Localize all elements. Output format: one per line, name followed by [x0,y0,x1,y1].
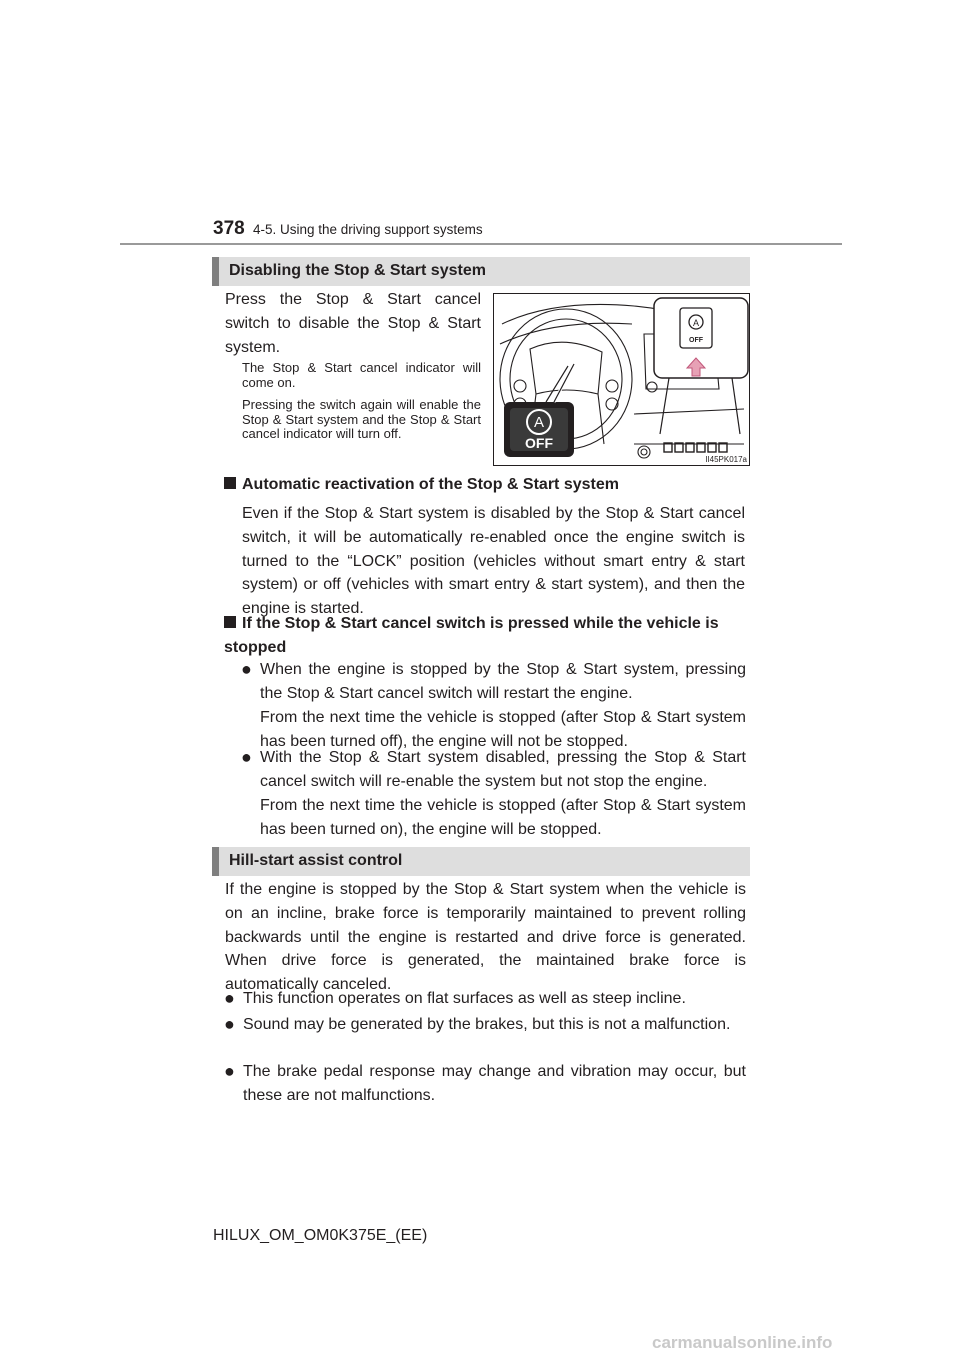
svg-text:A: A [692,318,700,328]
hill-bullet-sound: Sound may be generated by the brakes, but this is not a malfunction. [243,1016,731,1033]
watermark: carmanualsonline.info [652,1333,833,1352]
hill-bullet-pedal: The brake pedal response may change and vibration may occur, but these are not malfunctions. [243,1063,746,1104]
dashboard-switch-illustration [493,293,750,466]
page-number: 378 [213,218,245,239]
auto-reactivation-text: Even if the Stop & Start system is disabled by the Stop & Start cancel switch, it will be automatically re-enabled once the engine switch is turned to the “LOCK” position (vehicles without smart entry & start system) or off (vehicles with smart entry & start system), and then the engine is started. [242,505,745,618]
round-bullet-icon: ● [224,988,235,1008]
figure-id: II45PK017a [705,455,747,464]
svg-text:A: A [533,414,545,431]
square-bullet-icon [224,477,236,489]
re-enable-note: Pressing the switch again will enable the Stop & Start system and the Stop & Start cancel indicator will turn off. [242,397,481,441]
switch-closeup-off-label: OFF [689,337,703,344]
square-bullet-icon [224,616,236,628]
bullet-restart-engine: When the engine is stopped by the Stop & Start system, pressing the Stop & Start cancel switch will restart the engine. [260,661,746,702]
bullet-re-enable: With the Stop & Start system disabled, pressing the Stop & Start cancel switch will re-enable the system but not stop the engine. [260,749,746,790]
subheading-cancel-while-stopped: If the Stop & Start cancel switch is pressed while the vehicle is stopped [224,615,719,656]
round-bullet-icon: ● [241,747,252,767]
disable-intro-text: Press the Stop & Start cancel switch to disable the Stop & Start system. [225,291,481,356]
switch-off-label: OFF [525,435,553,451]
bullet-re-enable-detail: From the next time the vehicle is stopped (after Stop & Start system has been turned on), the engine will be stopped. [260,797,746,838]
header-rule [120,243,842,245]
subheading-auto-reactivation: Automatic reactivation of the Stop & Start system [224,473,764,497]
section-heading-disabling: Disabling the Stop & Start system [212,257,750,286]
bullet-restart-engine-detail: From the next time the vehicle is stopped (after Stop & Start system has been turned off), the engine will not be stopped. [260,709,746,750]
hill-bullet-flat: This function operates on flat surfaces as well as steep incline. [243,990,686,1007]
section-heading-hill-start: Hill-start assist control [212,847,750,876]
round-bullet-icon: ● [224,1014,235,1034]
chapter-title: 4-5. Using the driving support systems [253,222,483,237]
round-bullet-icon: ● [224,1061,235,1081]
indicator-note: The Stop & Start cancel indicator will come on. [242,360,481,390]
hill-start-intro: If the engine is stopped by the Stop & Start system when the vehicle is on an incline, brake force is temporarily maintained to prevent rolling backwards until the engine is restarted and drive force is generated. When drive force is generated, the maintained brake force is automatically canceled. [225,881,746,994]
document-code: HILUX_OM_OM0K375E_(EE) [213,1227,428,1244]
round-bullet-icon: ● [241,659,252,679]
dashboard-drawing [494,294,750,466]
